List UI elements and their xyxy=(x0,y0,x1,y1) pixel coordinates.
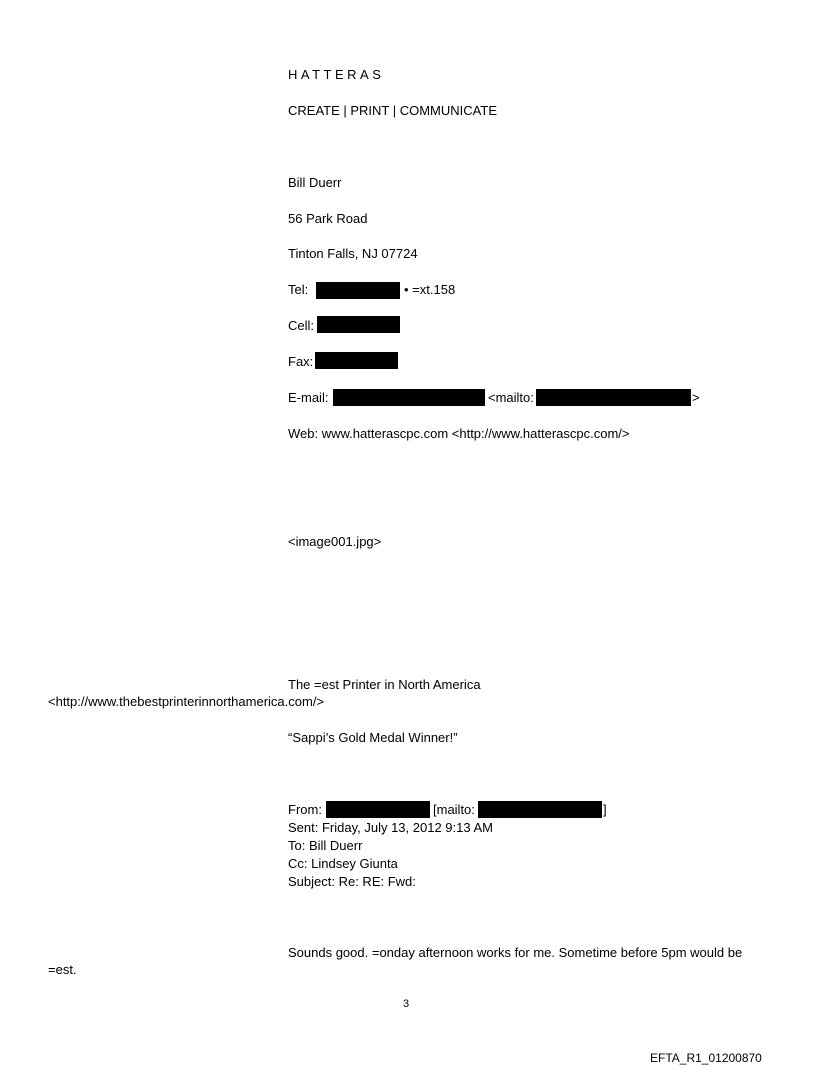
redaction-box xyxy=(326,801,430,818)
email-mailto-close: > xyxy=(692,390,700,405)
redaction-box xyxy=(317,316,400,333)
web-line: Web: www.hatterascpc.com <http://www.hatterascpc.com/> xyxy=(288,426,630,441)
redaction-box xyxy=(315,352,398,369)
redaction-box xyxy=(316,282,400,299)
promo-url: <http://www.thebestprinterinnorthamerica.com/> xyxy=(48,694,325,709)
signature-name: Bill Duerr xyxy=(288,175,342,190)
tel-extension: • =xt.158 xyxy=(404,282,456,297)
redaction-box xyxy=(536,389,691,406)
sent-line: Sent: Friday, July 13, 2012 9:13 AM xyxy=(288,820,493,835)
redaction-box xyxy=(333,389,485,406)
image-reference: <image001.jpg> xyxy=(288,534,382,549)
page-number: 3 xyxy=(403,998,410,1010)
from-label: From: xyxy=(288,802,322,817)
cc-line: Cc: Lindsey Giunta xyxy=(288,856,398,871)
fax-label: Fax: xyxy=(288,354,314,369)
from-mailto-open: [mailto: xyxy=(433,802,475,817)
award-line: “Sappi’s Gold Medal Winner!” xyxy=(288,730,458,745)
address-line-2: Tinton Falls, NJ 07724 xyxy=(288,246,418,261)
from-mailto-close: ] xyxy=(603,802,607,817)
email-label: E-mail: xyxy=(288,390,329,405)
address-line-1: 56 Park Road xyxy=(288,211,368,226)
email-mailto-open: <mailto: xyxy=(488,390,534,405)
cell-label: Cell: xyxy=(288,318,315,333)
to-line: To: Bill Duerr xyxy=(288,838,363,853)
subject-line: Subject: Re: RE: Fwd: xyxy=(288,874,416,889)
body-line-2: =est. xyxy=(48,962,77,977)
redaction-box xyxy=(478,801,602,818)
tel-label: Tel: xyxy=(288,282,309,297)
brand-name: HATTERAS xyxy=(288,67,385,82)
tagline: CREATE | PRINT | COMMUNICATE xyxy=(288,103,497,118)
body-line-1: Sounds good. =onday afternoon works for me. Sometime before 5pm would be xyxy=(288,945,743,960)
document-id: EFTA_R1_01200870 xyxy=(650,1051,762,1065)
promo-line: The =est Printer in North America xyxy=(288,677,481,692)
